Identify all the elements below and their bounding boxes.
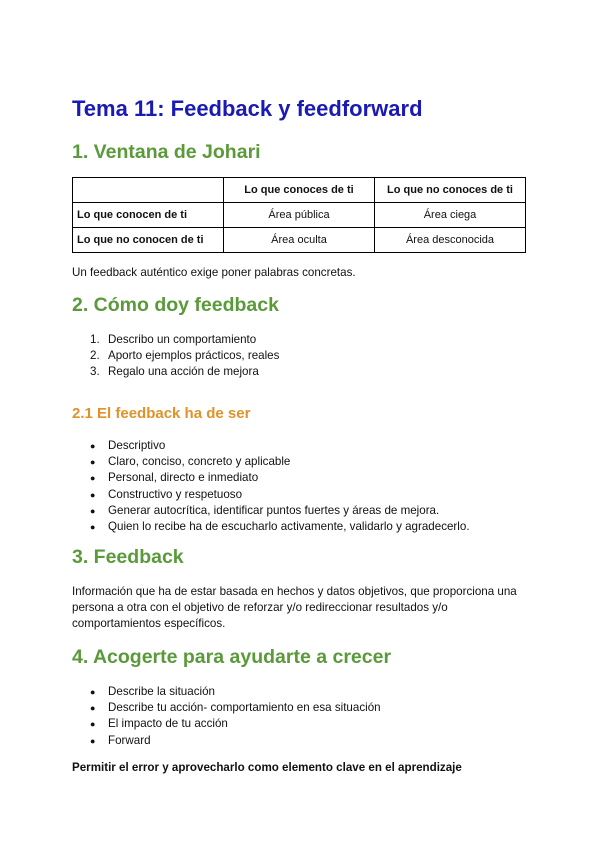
bullet-icon: ● <box>90 687 96 697</box>
list-item <box>72 487 470 503</box>
list-item <box>72 700 381 716</box>
list-item-text: Forward <box>108 733 151 747</box>
list-item <box>72 503 470 519</box>
list-marker: 1. <box>90 333 100 346</box>
closing-statement: Permitir el error y aprovecharlo como elemento clave en el aprendizaje <box>72 761 462 774</box>
list-item-text: Personal, directo e inmediato <box>108 471 259 485</box>
list-item <box>72 519 470 535</box>
list-item-text: Describe tu acción- comportamiento en esa situación <box>108 701 381 715</box>
section-4-heading: 4. Acogerte para ayudarte a crecer <box>72 646 392 668</box>
section-2-1-subheading: 2.1 El feedback ha de ser <box>72 405 251 422</box>
list-item-text: Describo un comportamiento <box>108 333 257 346</box>
feedback-qualities-list <box>72 438 470 535</box>
table-header-cell: Lo que no conoces de ti <box>375 178 526 203</box>
table-row <box>73 203 526 228</box>
list-item <box>72 470 470 486</box>
list-item <box>72 348 279 364</box>
bullet-icon: ● <box>90 719 96 730</box>
list-marker: 3. <box>90 365 100 379</box>
list-item <box>72 332 279 348</box>
table-cell <box>73 178 224 203</box>
section-1-note: Un feedback auténtico exige poner palabras concretas. <box>72 266 356 279</box>
growth-steps-list <box>72 684 381 749</box>
list-item-text: Quien lo recibe ha de escucharlo activamente, validarlo y agradecerlo. <box>108 520 470 534</box>
table-row <box>73 228 526 253</box>
feedback-steps-list <box>72 332 279 381</box>
list-item-text: Claro, conciso, concreto y aplicable <box>108 455 291 469</box>
bullet-icon: ● <box>90 735 96 746</box>
list-item <box>72 438 470 454</box>
table-header-cell: Lo que conoces de ti <box>224 178 375 203</box>
table-row-header: Lo que no conocen de ti <box>73 228 224 253</box>
bullet-icon: ● <box>90 505 96 516</box>
section-3-text: Información que ha de estar basada en hechos y datos objetivos, que proporciona una persona a otra con el objetivo de reforzar y/o redireccionar resultados y/o comportamientos específicos. <box>72 585 517 630</box>
table-cell: Área pública <box>224 203 375 228</box>
section-3-heading: 3. Feedback <box>72 546 184 568</box>
list-item-text: Generar autocrítica, identificar puntos fuertes y áreas de mejora. <box>108 503 440 517</box>
table-cell: Área oculta <box>224 228 375 253</box>
bullet-icon: ● <box>90 441 96 451</box>
table-cell: Área desconocida <box>375 228 526 253</box>
bullet-icon: ● <box>90 473 96 484</box>
section-1-heading: 1. Ventana de Johari <box>72 141 261 163</box>
table-row-header: Lo que conocen de ti <box>73 203 224 228</box>
list-item-text: El impacto de tu acción <box>108 717 228 731</box>
list-item <box>72 733 381 749</box>
bullet-icon: ● <box>90 522 96 533</box>
list-item-text: Descriptivo <box>108 439 166 452</box>
document-title: Tema 11: Feedback y feedforward <box>72 96 423 121</box>
table-cell: Área ciega <box>375 203 526 228</box>
section-2-heading: 2. Cómo doy feedback <box>72 294 279 316</box>
list-item <box>72 684 381 700</box>
list-item <box>72 364 279 380</box>
list-item-text: Regalo una acción de mejora <box>108 365 259 379</box>
list-item <box>72 454 470 470</box>
johari-window-table <box>72 177 526 253</box>
bullet-icon: ● <box>90 703 96 714</box>
bullet-icon: ● <box>90 457 96 468</box>
bullet-icon: ● <box>90 489 96 500</box>
list-item-text: Aporto ejemplos prácticos, reales <box>108 349 280 363</box>
table-header-row <box>73 178 526 203</box>
list-item-text: Describe la situación <box>108 685 215 698</box>
list-item-text: Constructivo y respetuoso <box>108 487 243 501</box>
list-item <box>72 716 381 732</box>
list-marker: 2. <box>90 349 100 363</box>
